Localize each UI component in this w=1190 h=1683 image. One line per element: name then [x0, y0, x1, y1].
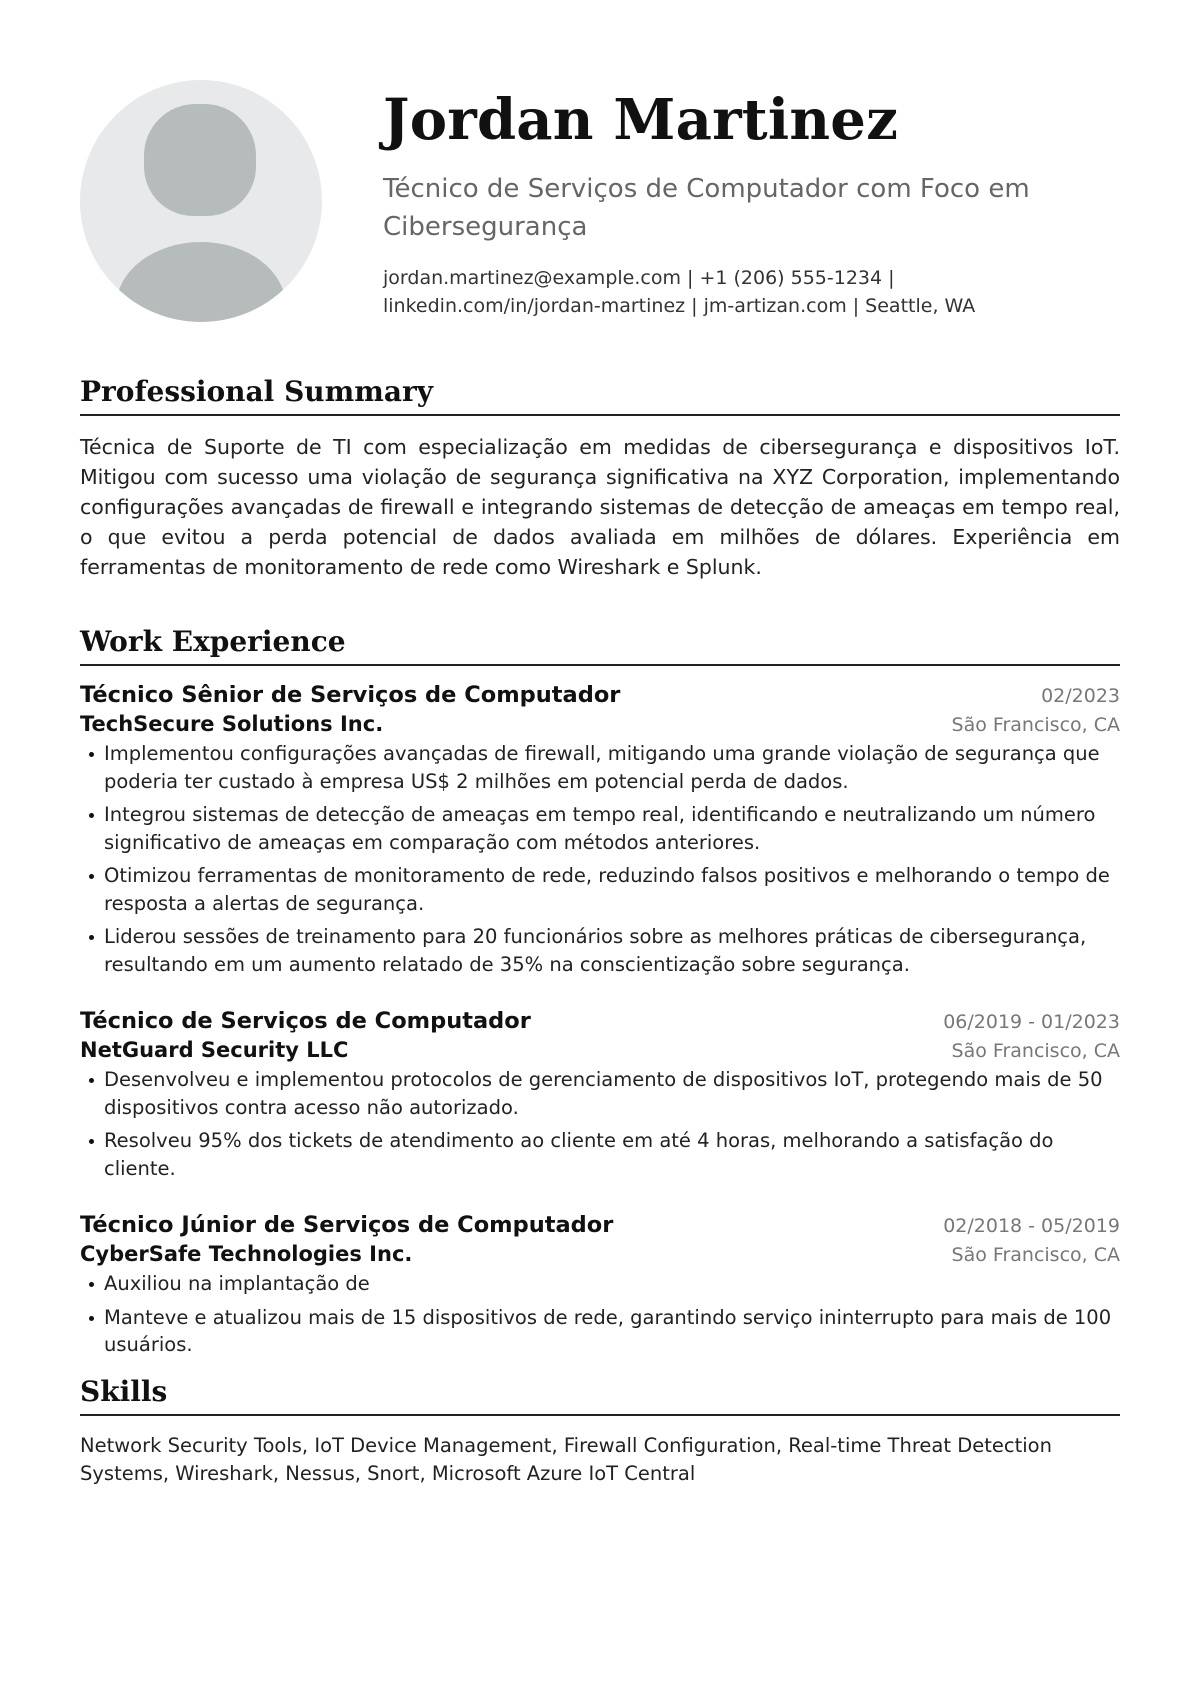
job-bullets	[80, 1270, 1120, 1359]
experience-title: Work Experience	[80, 625, 1120, 666]
contact-info	[383, 264, 1103, 320]
job-bullets	[80, 740, 1120, 978]
job-date: 02/2018 - 05/2019	[943, 1215, 1120, 1237]
job-bullet: Desenvolveu e implementou protocolos de gerenciamento de dispositivos IoT, protegendo mais de 50 dispositivos contra acesso não autorizado.	[80, 1066, 1120, 1121]
job-bullet: Otimizou ferramentas de monitoramento de rede, reduzindo falsos positivos e melhorando o tempo de resposta a alertas de segurança.	[80, 862, 1120, 917]
resume-header	[80, 80, 1120, 330]
job-company: CyberSafe Technologies Inc.	[80, 1242, 413, 1266]
avatar-body-shape	[116, 242, 286, 322]
job-bullet: Auxiliou na implantação de	[80, 1270, 1120, 1298]
job-bullet: Manteve e atualizou mais de 15 dispositivos de rede, garantindo serviço ininterrupto para mais de 100 usuários.	[80, 1304, 1120, 1359]
job-location: São Francisco, CA	[951, 1244, 1120, 1266]
job-entry	[80, 1212, 1120, 1359]
job-location: São Francisco, CA	[951, 714, 1120, 736]
skills-text: Network Security Tools, IoT Device Management, Firewall Configuration, Real-time Threat Detection Systems, Wireshark, Nessus, Snort, Microsoft Azure IoT Central	[80, 1434, 1052, 1485]
job-title: Técnico de Serviços de Computador	[80, 1008, 531, 1034]
skills-title: Skills	[80, 1375, 1120, 1416]
summary-title: Professional Summary	[80, 375, 1120, 416]
job-bullet: Resolveu 95% dos tickets de atendimento ao cliente em até 4 horas, melhorando a satisfação do cliente.	[80, 1127, 1120, 1182]
contact-line-1: jordan.martinez@example.com | +1 (206) 555-1234 |	[383, 266, 895, 289]
job-date: 02/2023	[1041, 685, 1120, 707]
job-date: 06/2019 - 01/2023	[943, 1011, 1120, 1033]
job-bullets	[80, 1066, 1120, 1182]
summary-section	[80, 375, 1120, 582]
candidate-headline: Técnico de Serviços de Computador com Foco em Cibersegurança	[383, 173, 1030, 242]
job-bullet: Liderou sessões de treinamento para 20 funcionários sobre as melhores práticas de cibersegurança, resultando em um aumento relatado de 35% na conscientização sobre segurança.	[80, 923, 1120, 978]
job-company: NetGuard Security LLC	[80, 1038, 349, 1062]
job-bullet: Implementou configurações avançadas de firewall, mitigando uma grande violação de segurança que poderia ter custado à empresa US$ 2 milhões em potencial perda de dados.	[80, 740, 1120, 795]
job-title: Técnico Júnior de Serviços de Computador	[80, 1212, 614, 1238]
avatar-head-shape	[144, 104, 256, 216]
job-company: TechSecure Solutions Inc.	[80, 712, 384, 736]
skills-section	[80, 1375, 1120, 1487]
experience-section	[80, 625, 1120, 1365]
avatar-placeholder	[80, 80, 322, 322]
header-text	[383, 80, 1103, 320]
job-entry	[80, 1008, 1120, 1182]
job-title: Técnico Sênior de Serviços de Computador	[80, 682, 621, 708]
summary-text: Técnica de Suporte de TI com especialização em medidas de cibersegurança e dispositivos IoT. Mitigou com sucesso uma violação de segurança significativa na XYZ Corporation, implementando configurações avançadas de firewall e integrando sistemas de detecção de ameaças em tempo real, o que evitou a perda potencial de dados avaliada em milhões de dólares. Experiência em ferramentas de monitoramento de rede como Wireshark e Splunk.	[80, 435, 1120, 579]
job-location: São Francisco, CA	[951, 1040, 1120, 1062]
job-entry	[80, 682, 1120, 978]
contact-line-2: linkedin.com/in/jordan-martinez | jm-artizan.com | Seattle, WA	[383, 294, 976, 317]
candidate-name: Jordan Martinez	[383, 87, 899, 153]
job-bullet: Integrou sistemas de detecção de ameaças em tempo real, identificando e neutralizando um número significativo de ameaças em comparação com métodos anteriores.	[80, 801, 1120, 856]
